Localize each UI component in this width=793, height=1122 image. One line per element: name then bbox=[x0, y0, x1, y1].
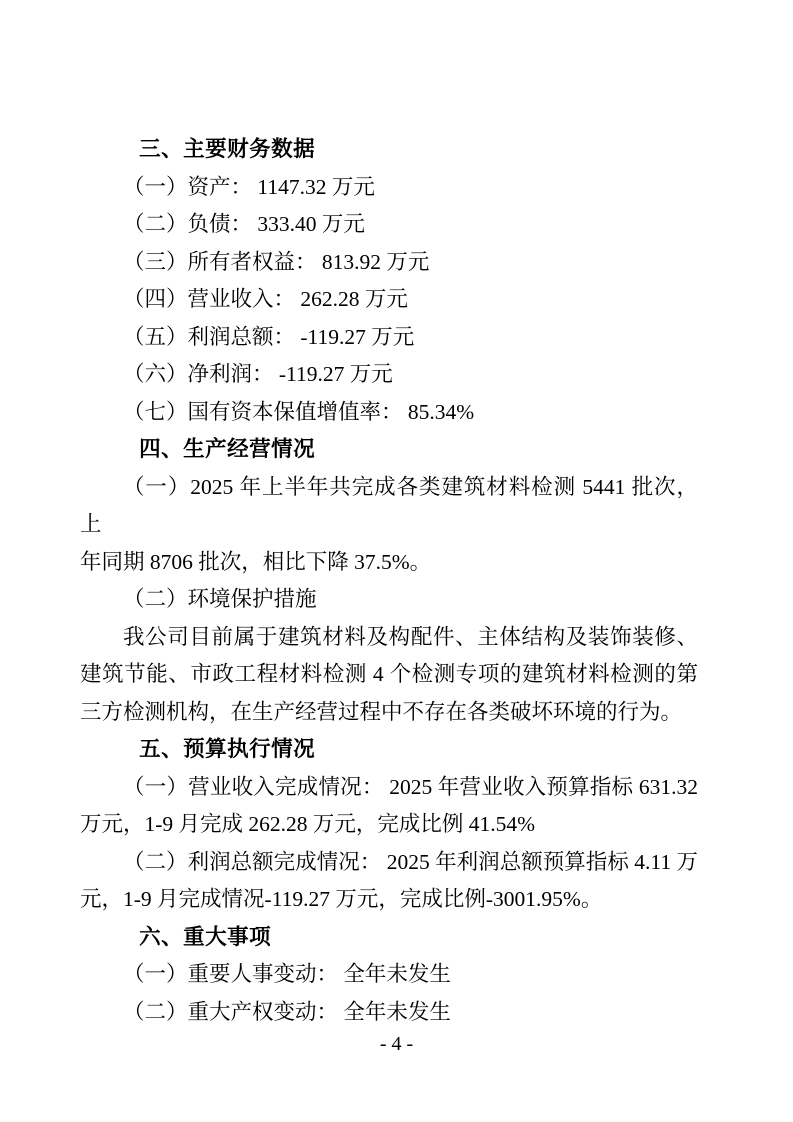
budget-profit-line-1: （二）利润总额完成情况： 2025 年利润总额预算指标 4.11 万 bbox=[123, 849, 698, 874]
environment-paragraph-line-3: 三方检测机构，在生产经营过程中不存在各类破坏环境的行为。 bbox=[80, 699, 683, 724]
environment-protection-subheading: （二）环境保护措施 bbox=[123, 587, 317, 611]
financial-item-owner-equity: （三）所有者权益： 813.92 万元 bbox=[123, 249, 430, 274]
section-6-heading: 六、重大事项 bbox=[139, 924, 272, 949]
section-3-heading: 三、主要财务数据 bbox=[139, 137, 316, 161]
environment-paragraph-line-2: 建筑节能、市政工程材料检测 4 个检测专项的建筑材料检测的第 bbox=[80, 662, 698, 686]
financial-item-capital-preservation-rate: （七）国有资本保值增值率： 85.34% bbox=[123, 399, 475, 424]
budget-profit-line-2: 元，1-9 月完成情况-119.27 万元，完成比例-3001.95%。 bbox=[80, 887, 603, 911]
financial-item-net-profit: （六）净利润： -119.27 万元 bbox=[123, 362, 393, 386]
operations-testing-line-1: （一）2025 年上半年共完成各类建筑材料检测 5441 批次，上 bbox=[80, 474, 698, 536]
environment-paragraph-line-1: 我公司目前属于建筑材料及构配件、主体结构及装饰装修、 bbox=[123, 624, 698, 649]
budget-revenue-line-2: 万元，1-9 月完成 262.28 万元，完成比例 41.54% bbox=[80, 812, 536, 836]
section-4-heading: 四、生产经营情况 bbox=[139, 437, 316, 461]
budget-revenue-line-1: （一）营业收入完成情况： 2025 年营业收入预算指标 631.32 bbox=[123, 774, 698, 799]
financial-item-revenue: （四）营业收入： 262.28 万元 bbox=[123, 287, 408, 311]
financial-item-liabilities: （二）负债： 333.40 万元 bbox=[123, 212, 365, 236]
document-body bbox=[80, 131, 698, 1031]
major-event-personnel: （一）重要人事变动： 全年未发生 bbox=[123, 962, 451, 986]
page-number: - 4 - bbox=[379, 1033, 414, 1055]
financial-item-assets: （一）资产： 1147.32 万元 bbox=[123, 174, 375, 199]
major-event-property-rights: （二）重大产权变动： 全年未发生 bbox=[123, 999, 451, 1024]
operations-testing-line-2: 年同期 8706 批次，相比下降 37.5%。 bbox=[80, 549, 432, 574]
section-5-heading: 五、预算执行情况 bbox=[139, 737, 316, 761]
financial-item-total-profit: （五）利润总额： -119.27 万元 bbox=[123, 324, 415, 349]
